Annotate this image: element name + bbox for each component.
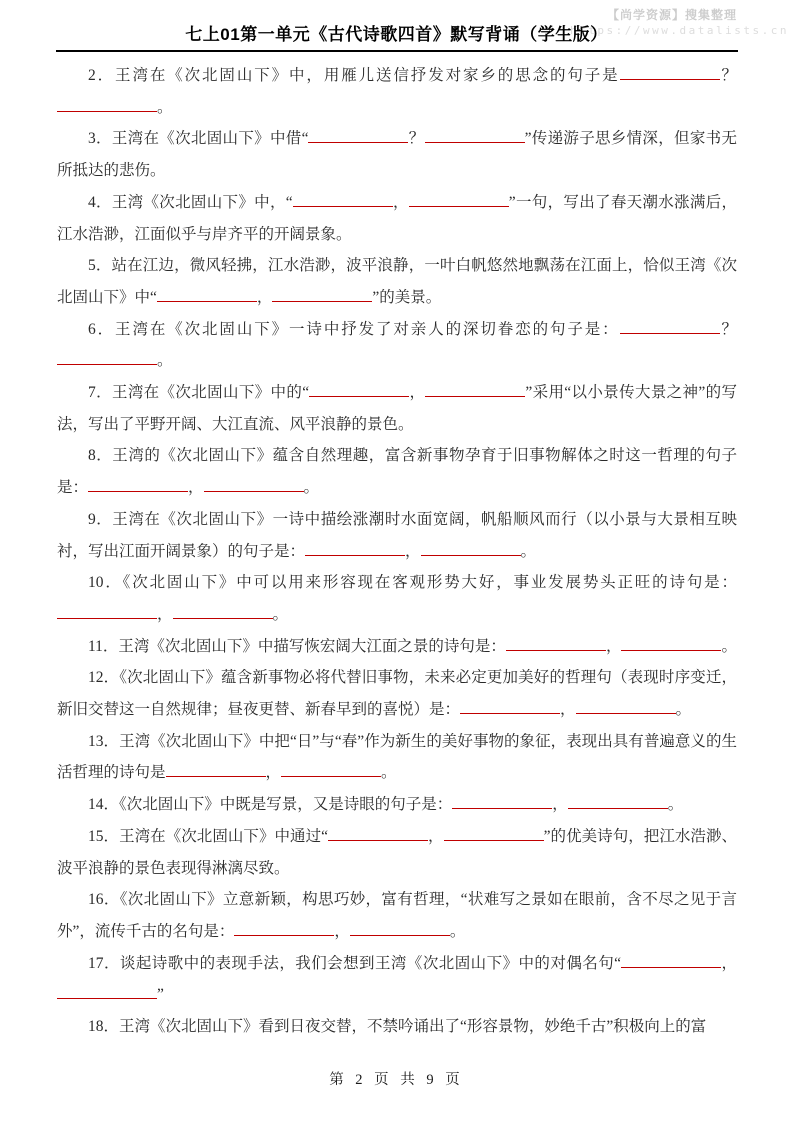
question-text: ， <box>157 605 173 623</box>
question-text: ， <box>256 288 273 306</box>
question-text: 。 <box>272 605 289 623</box>
question-text: 9．王湾在《次北固山下》一诗中描绘涨潮时水面宽阔，帆船顺风而行（以小景与大景相互映衬，写出江面开阔景象）的句子是： <box>57 510 737 560</box>
question-text: 。 <box>449 922 466 940</box>
fill-in-blank <box>57 983 157 999</box>
question <box>57 187 737 250</box>
fill-in-blank <box>293 191 393 207</box>
question-text: ”一句，写出了春天潮水涨满后，江水浩渺，江面似乎与岸齐平的开阔景象。 <box>57 193 737 243</box>
question-text: 10．《次北固山下》中可以用来形容现在客观形势大好，事业发展势头正旺的诗句是： <box>88 574 737 592</box>
question-text: ”传递游子思乡情深，但家书无所抵达的悲伤。 <box>57 130 737 180</box>
question-text: 。 <box>520 542 537 560</box>
question <box>57 726 737 789</box>
question-text: ” <box>157 986 164 1004</box>
fill-in-blank <box>425 381 525 397</box>
question <box>57 1011 737 1043</box>
question-text: 。 <box>675 701 692 719</box>
question-text: ， <box>334 922 350 940</box>
question-text: 5．站在江边，微风轻拂，江水浩渺，波平浪静，一叶白帆悠然地飘荡在江面上，恰似王湾《次北固山下》中“ <box>57 257 737 306</box>
question-text: 13．王湾《次北固山下》中把“日”与“春”作为新生的美好事物的象征，表现出具有普遍意义的生活哲理的诗句是 <box>57 732 737 782</box>
question-text: ”采用“以小景传大景之神”的写法，写出了平野开阔、大江直流、风平浪静的景色。 <box>57 384 737 433</box>
fill-in-blank <box>57 349 157 365</box>
question-text: 。 <box>157 98 173 116</box>
question-text: ”的美景。 <box>372 288 442 306</box>
question-text: ， <box>392 193 409 211</box>
question-text: ”的优美诗句，把江水浩渺、波平浪静的景色表现得淋漓尽致。 <box>57 827 737 877</box>
fill-in-blank <box>506 635 606 651</box>
question-text: 15．王湾在《次北固山下》中通过“ <box>88 827 329 845</box>
question <box>57 504 737 567</box>
header-divider <box>56 50 738 52</box>
page-title: 七上01第一单元《古代诗歌四首》默写背诵（学生版） <box>185 25 608 44</box>
question-text: 3．王湾在《次北固山下》中借“ <box>88 130 309 148</box>
question-text: ， <box>265 764 282 782</box>
question-text: 2．王湾在《次北固山下》中，用雁儿送信抒发对家乡的思念的句子是 <box>88 67 620 84</box>
fill-in-blank <box>166 761 266 777</box>
watermark-url-text: https://www.datalists.cn <box>570 24 789 37</box>
fill-in-blank <box>328 825 428 841</box>
question <box>57 60 737 123</box>
fill-in-blank <box>576 698 676 714</box>
fill-in-blank <box>57 96 157 112</box>
question-text: ？ <box>408 130 425 148</box>
question-text: ， <box>188 479 204 497</box>
questions-list <box>57 60 737 1043</box>
fill-in-blank <box>57 603 157 619</box>
question-text: ， <box>721 954 737 972</box>
question <box>57 440 737 503</box>
question-text: 6．王湾在《次北固山下》一诗中抒发了对亲人的深切眷恋的句子是： <box>88 320 620 338</box>
question <box>57 314 737 377</box>
question-text: ？ <box>719 67 737 84</box>
question-text: 。 <box>721 637 737 655</box>
question-text: 17．谈起诗歌中的表现手法，我们会想到王湾《次北固山下》中的对偶名句“ <box>88 954 622 972</box>
question <box>57 250 737 313</box>
page-number-footer: 第 2 页 共 9 页 <box>329 1072 464 1088</box>
fill-in-blank <box>620 318 720 334</box>
question-text: ， <box>560 701 576 719</box>
question <box>57 884 737 947</box>
question-text: ， <box>405 542 421 560</box>
question-text: 。 <box>157 352 173 370</box>
watermark-source-text: 【尚学资源】搜集整理 <box>606 8 737 22</box>
question-text: 。 <box>381 764 397 782</box>
fill-in-blank <box>568 793 668 809</box>
question <box>57 948 737 1011</box>
question-text: 。 <box>667 796 684 814</box>
question <box>57 631 737 663</box>
question <box>57 662 737 725</box>
fill-in-blank <box>157 286 257 302</box>
fill-in-blank <box>421 540 521 556</box>
question <box>57 123 737 186</box>
question-text: 16．《次北固山下》立意新颖，构思巧妙，富有哲理，“状难写之景如在眼前，含不尽之见于言外”，流传千古的名句是： <box>57 891 737 940</box>
fill-in-blank <box>305 540 405 556</box>
fill-in-blank <box>309 381 409 397</box>
fill-in-blank <box>350 920 450 936</box>
question-text: 14．《次北固山下》中既是写景，又是诗眼的句子是： <box>88 796 453 814</box>
fill-in-blank <box>204 476 304 492</box>
question-text: 7．王湾在《次北固山下》中的“ <box>88 384 310 402</box>
fill-in-blank <box>621 952 721 968</box>
question-text: ， <box>409 384 426 402</box>
question <box>57 789 737 821</box>
question-text: ， <box>605 637 622 655</box>
fill-in-blank <box>444 825 544 841</box>
fill-in-blank <box>425 127 525 143</box>
fill-in-blank <box>620 64 720 80</box>
question-text: ？ <box>719 320 737 338</box>
question <box>57 821 737 884</box>
fill-in-blank <box>88 476 188 492</box>
fill-in-blank <box>281 761 381 777</box>
fill-in-blank <box>234 920 334 936</box>
fill-in-blank <box>460 698 560 714</box>
question-text: 。 <box>303 479 320 497</box>
question-text: 4．王湾《次北固山下》中，“ <box>88 193 293 211</box>
question <box>57 377 737 440</box>
fill-in-blank <box>308 127 408 143</box>
fill-in-blank <box>173 603 273 619</box>
question-text: ， <box>552 796 568 814</box>
question-text: ， <box>428 827 444 845</box>
question-text: 11．王湾《次北固山下》中描写恢宏阔大江面之景的诗句是： <box>88 637 506 655</box>
fill-in-blank <box>621 635 721 651</box>
question <box>57 567 737 630</box>
fill-in-blank <box>452 793 552 809</box>
fill-in-blank <box>409 191 509 207</box>
question-text: 12．《次北固山下》蕴含新事物必将代替旧事物，未来必定更加美好的哲理句（表现时序变迁，新旧交替这一自然规律；昼夜更替、新春早到的喜悦）是： <box>57 669 737 719</box>
fill-in-blank <box>272 286 372 302</box>
question-text: 18．王湾《次北固山下》看到日夜交替，不禁吟诵出了“形容景物，妙绝千古”积极向上的富 <box>88 1018 707 1036</box>
question-text: 8．王湾的《次北固山下》蕴含自然理趣，富含新事物孕育于旧事物解体之时这一哲理的句子是： <box>57 447 737 497</box>
